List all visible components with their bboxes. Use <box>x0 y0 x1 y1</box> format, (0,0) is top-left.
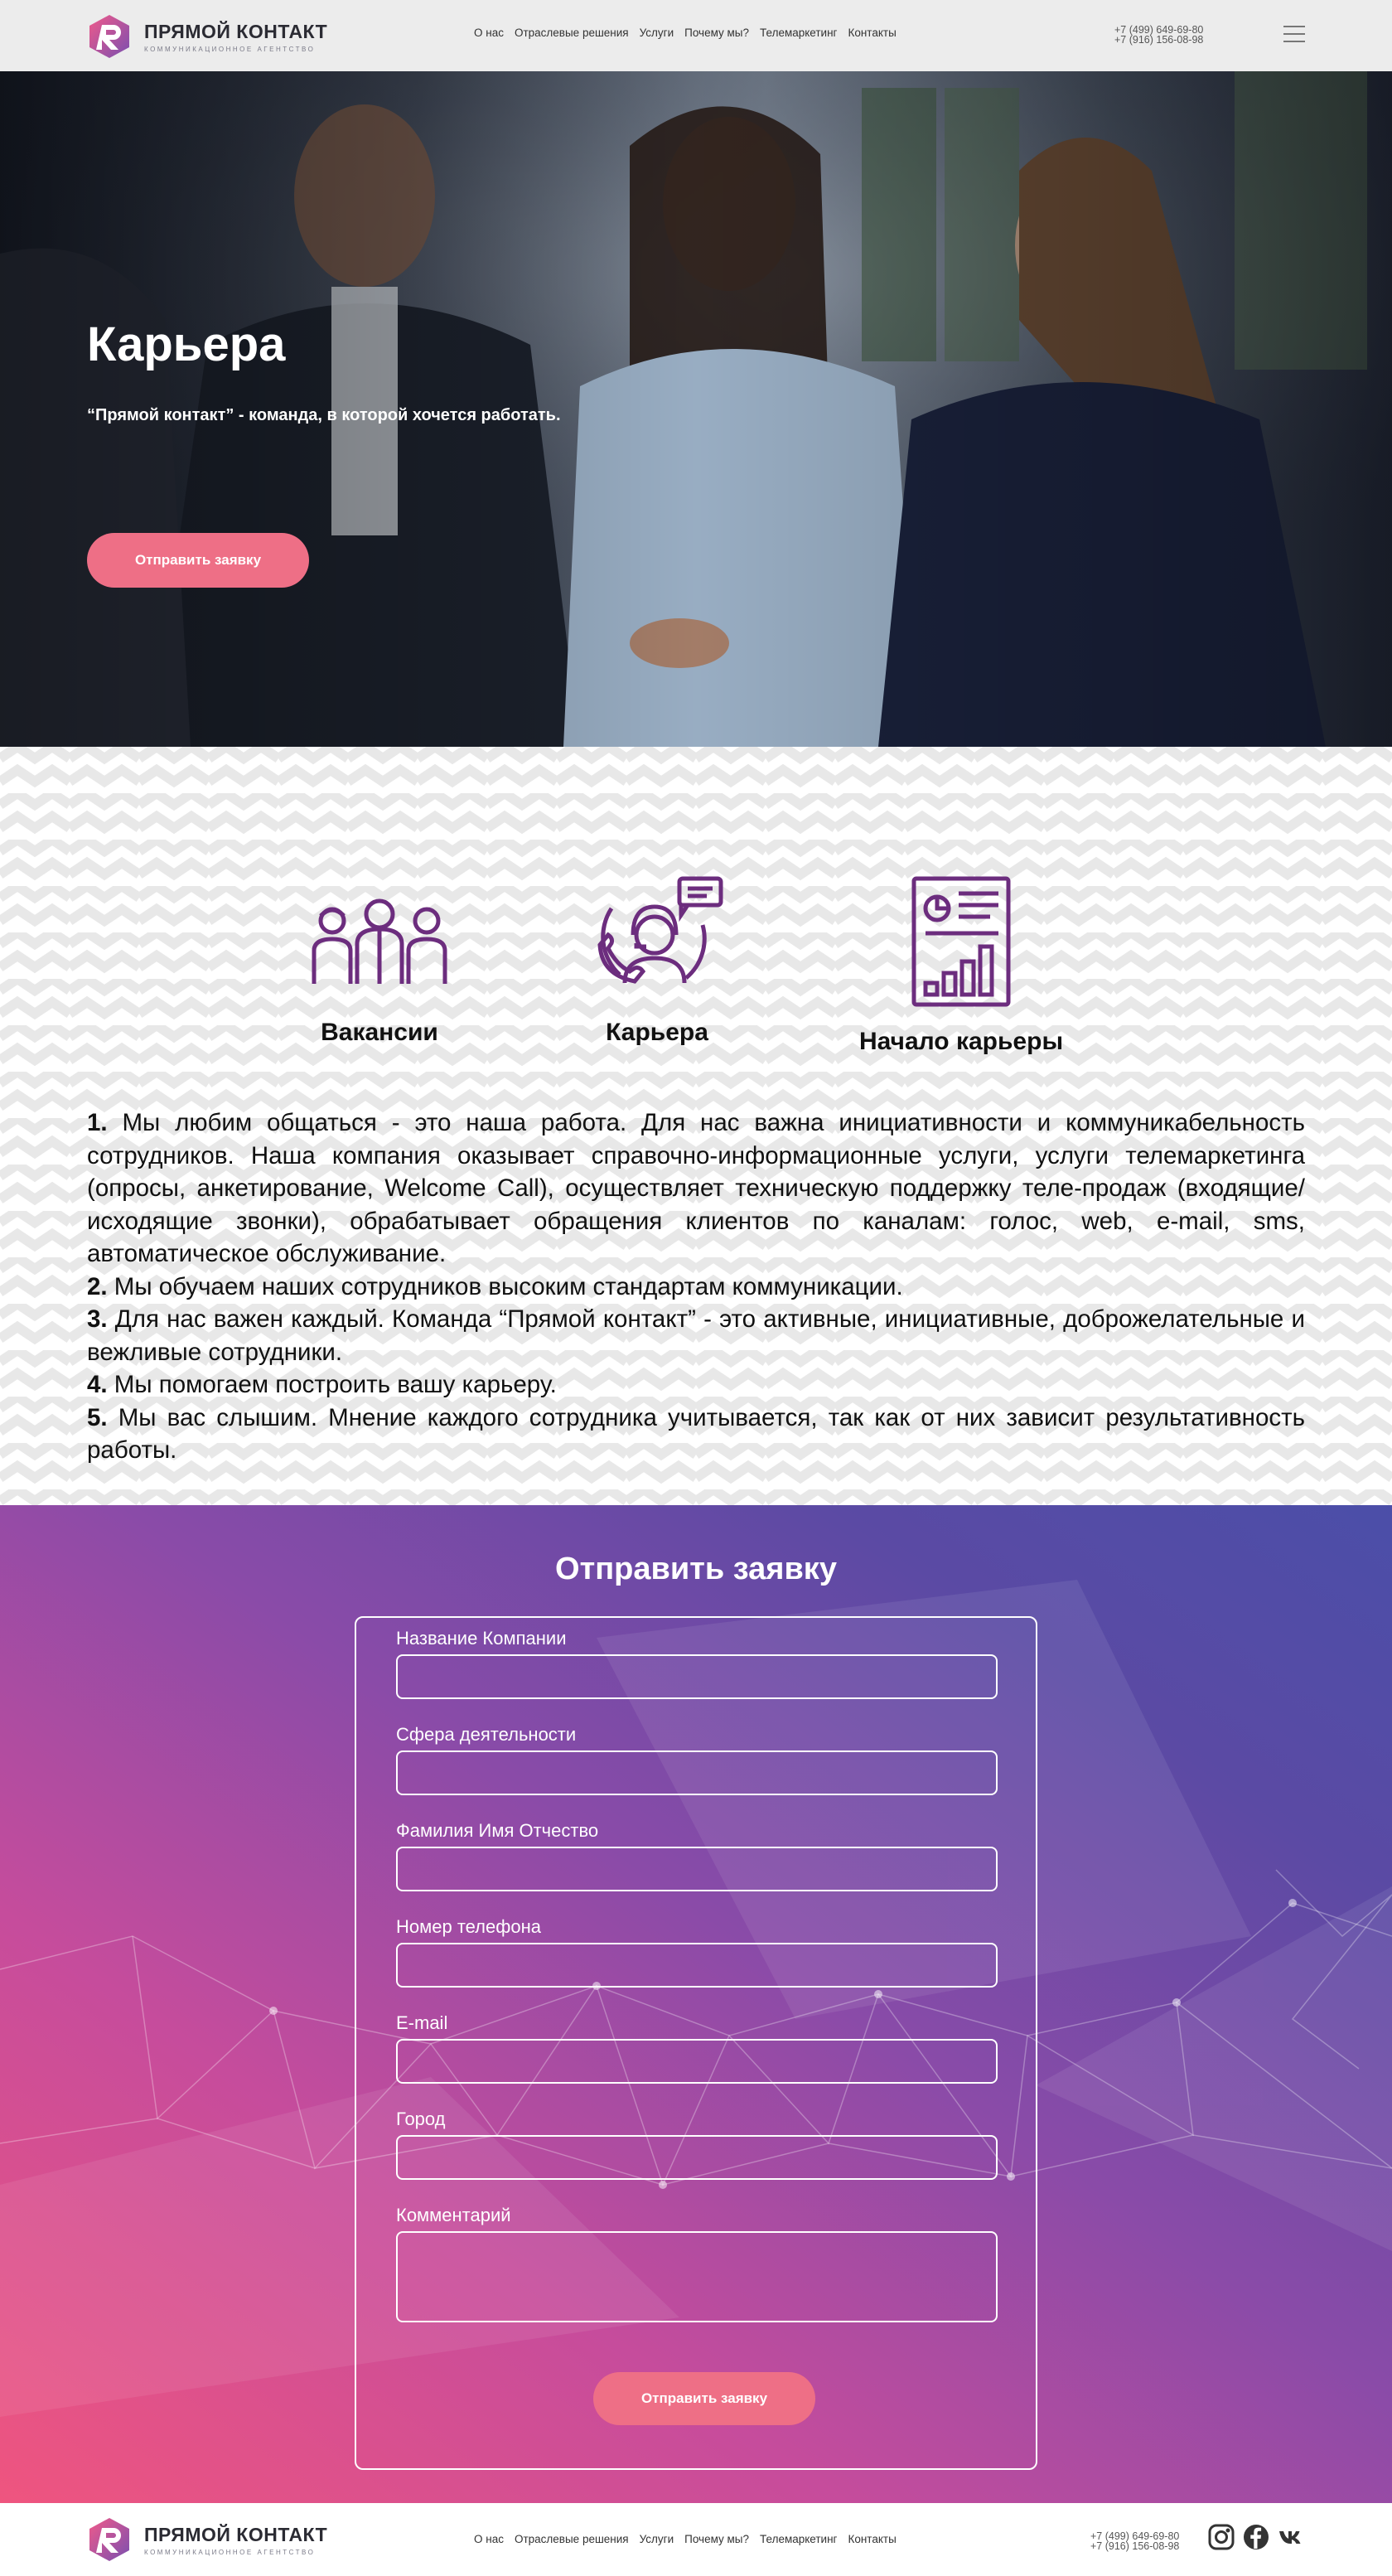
label-email: E-mail <box>396 2012 448 2033</box>
header-phones <box>1114 25 1203 45</box>
career-point-4: 4. Мы помогаем построить вашу карьеру. <box>87 1371 557 1398</box>
logo[interactable] <box>86 13 327 60</box>
instagram-icon[interactable] <box>1208 2524 1235 2550</box>
hero-submit-button[interactable]: Отправить заявку <box>87 533 309 588</box>
footer-logo-title: ПРЯМОЙ КОНТАКТ <box>144 2523 328 2545</box>
footer-phones <box>1090 2531 1179 2551</box>
menu-burger-icon[interactable] <box>1283 26 1305 44</box>
feature-label-career: Карьера <box>606 1019 708 1046</box>
phone-input[interactable] <box>396 1943 998 1988</box>
vk-icon[interactable] <box>1278 2524 1304 2550</box>
feature-label-vacancies: Вакансии <box>321 1019 438 1046</box>
label-company: Название Компании <box>396 1628 567 1649</box>
full-name-input[interactable] <box>396 1847 998 1891</box>
career-point-2: 2. Мы обучаем наших сотрудников высоким стандартам коммуникации. <box>87 1272 903 1300</box>
nav-item-industry-solutions[interactable]: Отраслевые решения <box>514 27 629 39</box>
facebook-icon[interactable] <box>1243 2524 1269 2550</box>
hero-banner <box>0 71 1392 747</box>
label-comment: Комментарий <box>396 2205 511 2225</box>
main-nav <box>474 27 897 39</box>
career-point-5: 5. Мы вас слышим. Мнение каждого сотрудника учитывается, так как от них зависит результативность работы. <box>87 1403 1305 1464</box>
footer-nav-about[interactable]: О нас <box>474 2533 504 2545</box>
nav-item-services[interactable]: Услуги <box>639 27 674 39</box>
comment-textarea[interactable] <box>396 2231 998 2322</box>
company-name-input[interactable] <box>396 1654 998 1699</box>
email-input[interactable] <box>396 2039 998 2084</box>
feature-vacancies[interactable] <box>297 896 462 1047</box>
career-description <box>87 1106 1305 1467</box>
application-form <box>355 1616 1037 2470</box>
label-city: Город <box>396 2109 446 2129</box>
footer-nav-contacts[interactable]: Контакты <box>848 2533 897 2545</box>
page-title: Карьера <box>87 317 286 371</box>
feature-career-start[interactable] <box>837 875 1085 1056</box>
logo-title: ПРЯМОЙ КОНТАКТ <box>144 20 328 42</box>
logo-subtitle: КОММУНИКАЦИОННОЕ АГЕНТСТВО <box>144 45 316 53</box>
footer-nav <box>474 2533 897 2545</box>
footer-logo-subtitle: КОММУНИКАЦИОННОЕ АГЕНТСТВО <box>144 2548 316 2556</box>
nav-item-why-us[interactable]: Почему мы? <box>684 27 750 39</box>
nav-item-about[interactable]: О нас <box>474 27 504 39</box>
field-of-activity-input[interactable] <box>396 1750 998 1795</box>
footer-phone-2[interactable]: +7 (916) 156-08-98 <box>1090 2540 1180 2552</box>
footer-logo[interactable] <box>86 2516 327 2563</box>
report-icon <box>907 875 1015 1008</box>
footer-phone-1[interactable]: +7 (499) 649-69-80 <box>1090 2530 1180 2542</box>
feature-label-career-start: Начало карьеры <box>858 1028 1064 1055</box>
team-icon <box>309 896 450 987</box>
application-form-section <box>0 1505 1392 2503</box>
form-title: Отправить заявку <box>555 1552 837 1586</box>
social-links <box>1208 2524 1304 2550</box>
nav-item-telemarketing[interactable]: Телемаркетинг <box>760 27 838 39</box>
label-phone: Номер телефона <box>396 1916 541 1937</box>
footer <box>0 2503 1392 2576</box>
footer-nav-industry-solutions[interactable]: Отраслевые решения <box>514 2533 629 2545</box>
career-point-3: 3. Для нас важен каждый. Команда “Прямой контакт” - это активные, инициативные, доброжелательные и вежливые сотрудники. <box>87 1305 1305 1366</box>
logo-mark-icon <box>86 13 133 60</box>
footer-nav-why-us[interactable]: Почему мы? <box>684 2533 750 2545</box>
label-field-of-activity: Сфера деятельности <box>396 1724 577 1745</box>
footer-nav-telemarketing[interactable]: Телемаркетинг <box>760 2533 838 2545</box>
feature-career[interactable] <box>574 875 740 1047</box>
footer-nav-services[interactable]: Услуги <box>639 2533 674 2545</box>
hero-subtitle: “Прямой контакт” - команда, в которой хочется работать. <box>87 406 561 424</box>
logo-mark-icon <box>86 2516 133 2563</box>
phone-2[interactable]: +7 (916) 156-08-98 <box>1114 34 1204 46</box>
header <box>0 0 1392 71</box>
label-full-name: Фамилия Имя Отчество <box>396 1820 599 1841</box>
phone-1[interactable]: +7 (499) 649-69-80 <box>1114 24 1204 36</box>
nav-item-contacts[interactable]: Контакты <box>848 27 897 39</box>
career-section <box>0 747 1392 1505</box>
city-input[interactable] <box>396 2135 998 2180</box>
call-operator-icon <box>587 875 727 988</box>
career-point-1: 1. Мы любим общаться - это наша работа. Для нас важна инициативности и коммуникабельность сотрудников. Наша компания оказывает справочно-информационные услуги, услуги телемаркетинга (опросы, анкетирование, Welcome Call), осуществляет техническую поддержку теле-продаж (входящие/исходящие звонки), обрабатывает обращения клиентов по каналам: голос, web, e-mail, sms, автоматическое обслуживание. <box>87 1109 1305 1267</box>
form-submit-button[interactable]: Отправить заявку <box>593 2372 815 2425</box>
